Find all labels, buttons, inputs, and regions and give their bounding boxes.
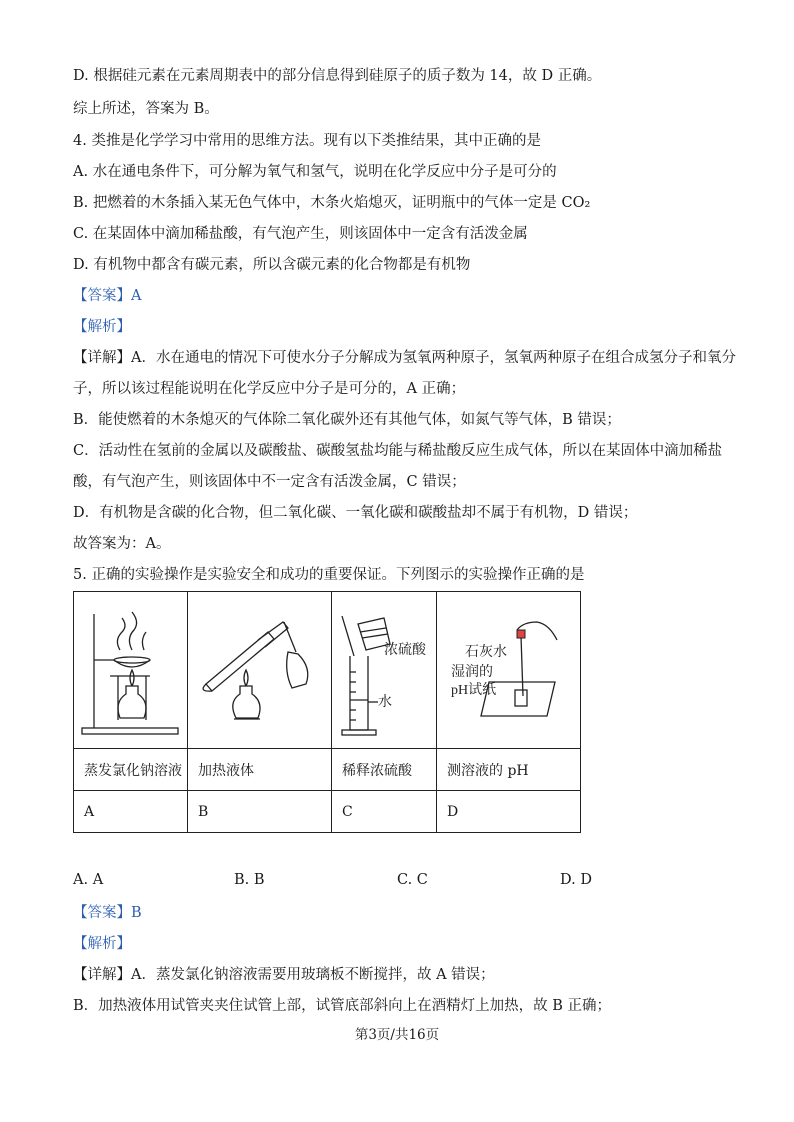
- evaporation-apparatus-image: [74, 592, 187, 748]
- q4-conclusion: 故答案为：A。: [73, 536, 171, 552]
- text-line: 综上所述，答案为 B。: [73, 101, 219, 117]
- q5-answer: 【答案】B: [73, 905, 142, 921]
- figure-b-heating: [188, 592, 332, 749]
- label-limewater: 石灰水: [465, 645, 507, 660]
- letter-d: D: [437, 791, 581, 833]
- heating-liquid-image: [188, 592, 331, 748]
- letter-c: C: [332, 791, 437, 833]
- q4-detail-a2: 子，所以该过程能说明在化学反应中分子是可分的，A 正确；: [73, 381, 466, 397]
- label-ph-paper: pH试纸: [451, 683, 497, 698]
- caption-c: 稀释浓硫酸: [332, 749, 437, 791]
- caption-d: 测溶液的 pH: [437, 749, 581, 791]
- q4-detail-a1: 【详解】A．水在通电的情况下可使水分子分解成为氢氧两种原子，氢氧两种原子在组合成氢分子和氧分: [73, 350, 736, 366]
- figure-d-ph-test: [437, 592, 581, 749]
- label-water: 水: [378, 695, 392, 710]
- letter-b: B: [188, 791, 332, 833]
- q5-option-a: A. A: [73, 872, 104, 888]
- text-line: D. 根据硅元素在元素周期表中的部分信息得到硅原子的质子数为 14，故 D 正确。: [73, 68, 602, 84]
- q4-option-b: B. 把燃着的木条插入某无色气体中，木条火焰熄灭，证明瓶中的气体一定是 CO₂: [73, 195, 591, 211]
- q4-option-d: D. 有机物中都含有碳元素，所以含碳元素的化合物都是有机物: [73, 257, 471, 273]
- q4-option-a: A. 水在通电条件下，可分解为氧气和氢气，说明在化学反应中分子是可分的: [73, 164, 557, 180]
- page-footer: 第3页/共16页: [354, 1027, 440, 1043]
- caption-b: 加热液体: [188, 749, 332, 791]
- q5-option-d: D. D: [560, 872, 592, 888]
- question-5: 5. 正确的实验操作是实验安全和成功的重要保证。下列图示的实验操作正确的是: [73, 567, 585, 583]
- dilution-apparatus-image: [332, 592, 436, 748]
- q5-option-c: C. C: [397, 872, 428, 888]
- figure-c-dilution: [332, 592, 437, 749]
- figure-a-evaporation: [74, 592, 188, 749]
- q5-option-b: B. B: [234, 872, 265, 888]
- caption-a: 蒸发氯化钠溶液: [74, 749, 188, 791]
- ph-test-image: [437, 592, 580, 748]
- q5-detail-a: 【详解】A．蒸发氯化钠溶液需要用玻璃板不断搅拌，故 A 错误；: [73, 967, 495, 983]
- q5-analysis-heading: 【解析】: [73, 936, 131, 952]
- letter-a: A: [74, 791, 188, 833]
- label-wet: 湿润的: [451, 665, 493, 680]
- question-4: 4. 类推是化学学习中常用的思维方法。现有以下类推结果，其中正确的是: [73, 133, 541, 149]
- q4-answer: 【答案】A: [73, 288, 142, 304]
- q4-analysis-heading: 【解析】: [73, 319, 131, 335]
- q4-detail-b: B．能使燃着的木条熄灭的气体除二氧化碳外还有其他气体，如氮气等气体，B 错误；: [73, 412, 621, 428]
- q5-figure-table: [73, 591, 581, 833]
- q4-detail-c2: 酸，有气泡产生，则该固体中不一定含有活泼金属，C 错误；: [73, 474, 466, 490]
- q4-detail-c1: C．活动性在氢前的金属以及碳酸盐、碳酸氢盐均能与稀盐酸反应生成气体，所以在某固体中滴加稀盐: [73, 443, 723, 459]
- q5-detail-b: B．加热液体用试管夹夹住试管上部，试管底部斜向上在酒精灯上加热，故 B 正确；: [73, 998, 612, 1014]
- q4-detail-d: D．有机物是含碳的化合物，但二氧化碳、一氧化碳和碳酸盐却不属于有机物，D 错误；: [73, 505, 638, 521]
- q4-option-c: C. 在某固体中滴加稀盐酸，有气泡产生，则该固体中一定含有活泼金属: [73, 226, 528, 242]
- label-concentrated-acid: 浓硫酸: [384, 643, 426, 658]
